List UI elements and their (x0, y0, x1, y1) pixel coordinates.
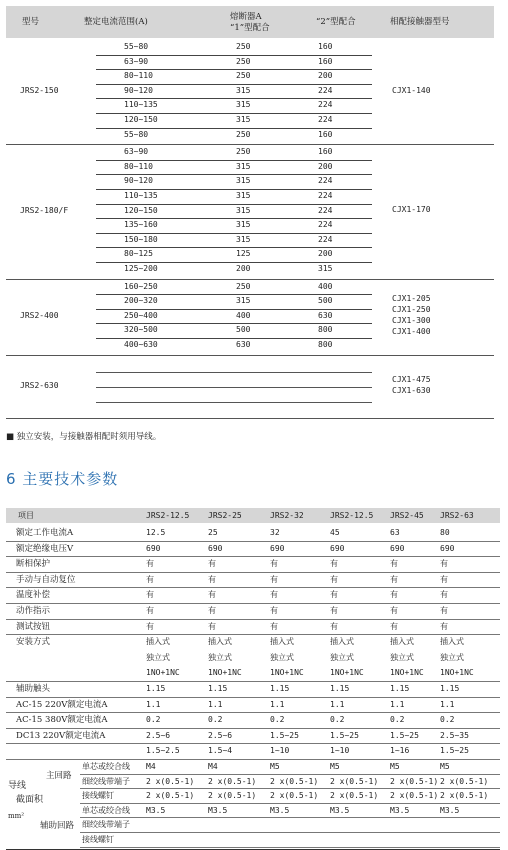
table2-cell: 断相保护 (16, 559, 51, 570)
table1-cell-range: 135~160 (124, 220, 158, 230)
table1-header-cell: 整定电流范围(A) (84, 17, 148, 27)
table2-wire-cell: M5 (270, 762, 280, 771)
table2-cell: 有 (146, 590, 154, 600)
table2-row-line (6, 728, 500, 729)
table2-cell: 有 (390, 606, 398, 615)
table1-cell-range: 90~120 (124, 85, 153, 95)
table2-cell: 额定工作电流A (16, 528, 74, 538)
table2-wire-cell: M5 (390, 762, 400, 771)
table1-cell-range: 160~250 (124, 281, 158, 291)
table1-cell-fuse1: 250 (236, 42, 251, 51)
table1-cell-fuse2: 400 (318, 281, 333, 291)
table1-cell-fuse1: 630 (236, 340, 251, 349)
table2-cell: 有 (208, 621, 216, 631)
table2-cell: 0.2 (330, 715, 345, 725)
table2-row-line (80, 832, 500, 833)
table1-cell-range: 110~135 (124, 191, 158, 200)
table2-cell: 1.1 (208, 699, 223, 709)
table1-cell-range: 250~400 (124, 310, 158, 320)
table2-wire-cell: M3.5 (390, 805, 410, 815)
table2-cell: 辅助触头 (16, 684, 51, 694)
table2-cell: 45 (330, 528, 340, 537)
table1-header-cell: 相配接触器型号 (390, 17, 450, 27)
table1-header-cell: 熔断器A (230, 12, 262, 22)
table1-cell-range: 90~120 (124, 176, 153, 186)
table1-cell-fuse2: 224 (318, 191, 333, 200)
table2-header-cell: JRS2-12.5 (330, 511, 374, 520)
table1-cell-fuse2: 224 (318, 176, 333, 186)
table2-cell: 有 (146, 574, 154, 584)
table2-cell: 插入式 (440, 637, 464, 647)
table1-cell-fuse1: 315 (236, 220, 251, 230)
table2-header-cell: JRS2-12.5 (146, 511, 190, 520)
table2-wire-cell: 2 x(0.5-1) (146, 776, 195, 786)
table1-cell-fuse1: 315 (236, 100, 251, 110)
table1-model: JRS2-180/F (20, 205, 69, 215)
table1-model: JRS2-630 (20, 380, 59, 390)
table2-row-line (6, 541, 500, 542)
table2-cell: 0.2 (208, 715, 223, 725)
table1-cell-fuse2: 224 (318, 205, 333, 215)
table2-cell: 12.5 (146, 528, 166, 537)
table1-row-line (96, 372, 372, 373)
table1-group-line (6, 279, 494, 280)
table2-cell: DC13 220V额定电流A (16, 730, 106, 741)
table2-cell: 独立式 (390, 652, 414, 662)
table1-cell-range: 80~110 (124, 161, 153, 171)
table1-row-line (96, 189, 372, 190)
table2-cell: 690 (440, 543, 455, 553)
table2-cell: 1.15 (440, 684, 460, 693)
table2-wire-cell: M5 (330, 762, 340, 771)
table1-cell-range: 125~200 (124, 264, 158, 273)
table2-cell: 有 (440, 559, 448, 569)
table2-cell: 插入式 (270, 637, 294, 647)
table1-contactor: CJX1-250 (392, 305, 431, 315)
table1-cell-fuse2: 224 (318, 220, 333, 230)
table1-cell-fuse2: 160 (318, 42, 333, 51)
table2-cell: 1.15 (330, 684, 350, 693)
table1-cell-fuse2: 315 (318, 264, 333, 273)
table2-cell: 1.15 (208, 684, 228, 693)
table2-cell: 1NO+1NC (146, 668, 180, 678)
table2-wire-cell: M3.5 (146, 805, 166, 815)
table2-wire-cell: 接线螺钉 (82, 835, 114, 844)
table1-model: JRS2-150 (20, 86, 59, 96)
table2-cell: 有 (330, 621, 338, 631)
table2-cell: 有 (208, 574, 216, 584)
table2-row-line (80, 788, 500, 789)
table1-cell-fuse2: 224 (318, 100, 333, 110)
table2-header-cell: JRS2-63 (440, 511, 474, 520)
table2-row-line (6, 572, 500, 573)
table1-contactor: CJX1-140 (392, 85, 431, 95)
table1-header-cell: “1”型配合 (230, 23, 270, 33)
table2-wire-cell: 细绞线带端子 (82, 776, 130, 786)
table1-cell-fuse1: 250 (236, 147, 251, 157)
table2-header-cell: 项目 (18, 511, 34, 520)
table2-wire-cell: M4 (208, 762, 218, 771)
table2-wire-cell: M3.5 (330, 805, 350, 815)
table2-cell: 有 (330, 574, 338, 584)
table2-cell: 0.2 (146, 715, 161, 725)
table1-cell-fuse1: 125 (236, 249, 251, 259)
table1-row-line (96, 402, 372, 403)
table1-row-line (96, 262, 372, 263)
table1-group-line (6, 355, 494, 356)
table1-header-cell: 型号 (22, 17, 40, 27)
table2-cell: 有 (390, 590, 398, 600)
table1-cell-fuse2: 160 (318, 147, 333, 157)
table1-row-line (96, 218, 372, 219)
table1-row-line (96, 323, 372, 324)
table2-cell: 690 (208, 543, 223, 553)
table1-cell-fuse2: 500 (318, 296, 333, 306)
table2-cell: 690 (270, 543, 285, 553)
table2-cell: 1.1 (146, 699, 161, 709)
table2-cell: 有 (330, 606, 338, 615)
wire-label: 导线 (8, 781, 27, 791)
table2-cell: 有 (270, 590, 278, 600)
table1-cell-fuse1: 315 (236, 234, 251, 244)
table2-cell: 独立式 (330, 652, 354, 662)
table1-cell-fuse1: 250 (236, 71, 251, 81)
table2-cell: 1~10 (330, 746, 350, 756)
table2-row-line (6, 681, 500, 682)
table2-cell: 1.5~25 (270, 730, 299, 740)
table1-cell-range: 200~320 (124, 296, 158, 306)
table1-cell-fuse1: 250 (236, 281, 251, 291)
table2-cell: 额定绝缘电压V (16, 543, 74, 554)
table1-contactor: CJX1-475 (392, 374, 431, 384)
table1-row-line (96, 247, 372, 248)
table2-cell: 有 (146, 559, 154, 569)
table1-row-line (96, 84, 372, 85)
table1-cell-fuse2: 200 (318, 71, 333, 81)
table2-cell: 1NO+1NC (390, 668, 424, 678)
table2-wire-cell: 2 x(0.5-1) (270, 791, 319, 801)
table2-wire-cell: 2 x(0.5-1) (330, 776, 379, 786)
table2-cell: 25 (208, 528, 218, 537)
table2-cell: 2.5~35 (440, 730, 469, 740)
table2-cell: 有 (208, 559, 216, 569)
table2-cell: 1.5~25 (440, 746, 469, 756)
table2-cell: 1.5~25 (330, 730, 359, 740)
table2-wire-cell: M4 (146, 762, 156, 771)
table1-cell-range: 120~150 (124, 205, 158, 215)
table2-wire-cell: 2 x(0.5-1) (208, 776, 257, 786)
table2-header-bg (6, 508, 500, 523)
table1-cell-fuse1: 315 (236, 85, 251, 95)
table1-cell-fuse2: 160 (318, 56, 333, 66)
table1-cell-range: 80~110 (124, 71, 153, 81)
table2-cell: 有 (146, 606, 154, 615)
table2-cell: 独立式 (270, 652, 294, 662)
table2-cell: 32 (270, 528, 280, 537)
table1-cell-range: 55~80 (124, 42, 149, 51)
table2-wire-cell: 单芯或绞合线 (82, 762, 130, 771)
table2-cell: 插入式 (146, 637, 170, 647)
table1-contactor: CJX1-205 (392, 294, 431, 304)
table2-wire-cell: 2 x(0.5-1) (390, 791, 439, 801)
table2-row-line (6, 697, 500, 698)
table1-header-cell: “2”型配合 (316, 17, 356, 27)
table2-cell: 有 (440, 574, 448, 584)
table1-contactor: CJX1-630 (392, 385, 431, 395)
table2-bottom-line (6, 849, 500, 850)
table2-wire-cell: 单芯或绞合线 (82, 805, 130, 815)
table2-wire-cell: 2 x(0.5-1) (440, 776, 489, 786)
table2-row-line (6, 634, 500, 635)
table2-cell: 动作指示 (16, 606, 51, 616)
table1-cell-fuse2: 200 (318, 249, 333, 259)
table1-cell-fuse1: 250 (236, 56, 251, 66)
table2-cell: 独立式 (440, 652, 464, 662)
table1-contactor: CJX1-170 (392, 205, 431, 215)
wire-label: mm² (8, 812, 25, 820)
note-text: ■ 独立安装，与接触器相配时须用导线。 (6, 432, 162, 442)
table2-wire-cell: 2 x(0.5-1) (390, 776, 439, 786)
table1-cell-fuse1: 200 (236, 264, 251, 273)
table1-row-line (96, 69, 372, 70)
table2-wire-cell: 接线螺钉 (82, 791, 114, 801)
table1-row-line (96, 204, 372, 205)
table2-cell: 0.2 (440, 715, 455, 725)
table2-cell: 有 (270, 574, 278, 584)
table1-cell-fuse1: 315 (236, 205, 251, 215)
table1-contactor: CJX1-300 (392, 316, 431, 326)
table1-cell-range: 150~180 (124, 234, 158, 244)
table2-cell: 安装方式 (16, 637, 51, 648)
table2-cell: 2.5~6 (146, 730, 171, 740)
table2-row-line (6, 759, 500, 760)
table2-cell: 有 (330, 590, 338, 600)
table2-wire-cell: 2 x(0.5-1) (270, 776, 319, 786)
table1-cell-fuse2: 630 (318, 310, 333, 320)
table1-group-line (6, 418, 494, 419)
table1-cell-range: 55~80 (124, 129, 149, 139)
table2-row-line (6, 556, 500, 557)
table1-cell-fuse1: 315 (236, 176, 251, 186)
table1-cell-fuse1: 315 (236, 296, 251, 306)
table2-row-line (6, 587, 500, 588)
table2-cell: 1.5~2.5 (146, 746, 180, 756)
table2-cell: 手动与自动复位 (16, 574, 76, 585)
table2-wire-cell: 2 x(0.5-1) (208, 791, 257, 801)
table1-cell-range: 400~630 (124, 340, 158, 349)
table1-contactor: CJX1-400 (392, 327, 431, 337)
table2-cell: 1NO+1NC (270, 668, 304, 678)
table1-cell-fuse2: 224 (318, 115, 333, 124)
table2-row-line (80, 774, 500, 775)
table2-header-cell: JRS2-32 (270, 511, 304, 520)
table1-row-line (96, 55, 372, 56)
table2-cell: 有 (440, 606, 448, 615)
table2-cell: 0.2 (390, 715, 405, 725)
table2-cell: 有 (270, 559, 278, 569)
table2-wire-cell: M5 (440, 762, 450, 771)
table2-cell: AC-15 380V额定电流A (16, 715, 108, 726)
table2-row-line (80, 847, 500, 848)
table2-cell: 1.15 (146, 684, 166, 693)
table1-cell-fuse1: 250 (236, 129, 251, 139)
table1-cell-fuse1: 315 (236, 161, 251, 171)
table2-cell: 温度补偿 (16, 590, 51, 601)
table1-row-line (96, 98, 372, 99)
table2-cell: 独立式 (146, 652, 170, 662)
table2-cell: 1.15 (390, 684, 410, 693)
table2-header-cell: JRS2-45 (390, 511, 424, 520)
table1-cell-range: 63~90 (124, 147, 149, 157)
table1-row-line (96, 128, 372, 129)
table2-cell: 1~10 (270, 746, 290, 756)
table2-cell: 有 (146, 621, 154, 631)
table2-row-line (6, 712, 500, 713)
table1-cell-fuse1: 315 (236, 191, 251, 200)
table2-wire-cell: M3.5 (270, 805, 290, 815)
table2-cell: 1.1 (440, 699, 455, 709)
table2-cell: 有 (330, 559, 338, 569)
main-circuit-label: 主回路 (46, 771, 72, 781)
table2-cell: 1.1 (330, 699, 345, 709)
wire-label: 截面积 (16, 795, 44, 805)
table1-row-line (96, 174, 372, 175)
table1-cell-fuse2: 160 (318, 129, 333, 139)
table2-cell: 有 (390, 621, 398, 631)
table2-cell: 插入式 (390, 637, 414, 647)
table2-cell: 有 (390, 559, 398, 569)
table1-cell-fuse2: 200 (318, 161, 333, 171)
table2-wire-cell: 2 x(0.5-1) (330, 791, 379, 801)
table2-cell: AC-15 220V额定电流A (16, 699, 108, 710)
table2-cell: 有 (270, 621, 278, 631)
table2-cell: 独立式 (208, 652, 232, 662)
table1-cell-fuse2: 800 (318, 325, 333, 335)
table2-row-line (80, 817, 500, 818)
table2-cell: 690 (330, 543, 345, 553)
table2-cell: 63 (390, 528, 400, 537)
table1-row-line (96, 113, 372, 114)
table2-wire-cell: 2 x(0.5-1) (440, 791, 489, 801)
section-title: 6 主要技术参数 (6, 470, 119, 488)
table2-row-line (80, 803, 500, 804)
table2-cell: 1NO+1NC (330, 668, 364, 678)
table2-cell: 有 (440, 621, 448, 631)
table2-cell: 插入式 (330, 637, 354, 647)
table1-cell-range: 63~90 (124, 56, 149, 66)
table2-cell: 1.1 (270, 699, 285, 709)
table1-row-line (96, 233, 372, 234)
table2-cell: 690 (390, 543, 405, 553)
table2-cell: 1.5~25 (390, 730, 419, 740)
table2-cell: 测试按钮 (16, 621, 51, 632)
table1-cell-fuse1: 500 (236, 325, 251, 335)
table2-cell: 1NO+1NC (208, 668, 242, 678)
table2-row-line (6, 743, 500, 744)
table1-cell-range: 320~500 (124, 325, 158, 335)
table2-cell: 2.5~6 (208, 730, 233, 740)
table2-cell: 1.15 (270, 684, 290, 693)
table2-wire-cell: M3.5 (208, 805, 228, 815)
table2-cell: 80 (440, 528, 450, 537)
table1-cell-range: 120~150 (124, 115, 158, 124)
table2-row-line (6, 619, 500, 620)
table2-wire-cell: 细绞线带端子 (82, 820, 130, 830)
table2-cell: 1.5~4 (208, 746, 233, 756)
table2-cell: 1.1 (390, 699, 405, 709)
table2-row-line (6, 603, 500, 604)
table2-cell: 有 (440, 590, 448, 600)
table1-row-line (96, 160, 372, 161)
table1-model: JRS2-400 (20, 311, 59, 321)
table2-cell: 有 (208, 590, 216, 600)
table2-cell: 插入式 (208, 637, 232, 647)
table1-group-line (6, 144, 494, 145)
table2-wire-cell: 2 x(0.5-1) (146, 791, 195, 801)
table1-cell-fuse2: 800 (318, 340, 333, 349)
aux-circuit-label: 辅助回路 (40, 821, 75, 831)
table1-cell-range: 110~135 (124, 100, 158, 110)
table2-header-cell: JRS2-25 (208, 511, 242, 520)
table1-row-line (96, 338, 372, 339)
table2-cell: 1NO+1NC (440, 668, 474, 678)
table2-cell: 有 (208, 606, 216, 615)
table2-cell: 0.2 (270, 715, 285, 725)
table1-cell-fuse2: 224 (318, 234, 333, 244)
table1-cell-range: 80~125 (124, 249, 153, 259)
table2-cell: 有 (270, 606, 278, 615)
table1-row-line (96, 294, 372, 295)
table2-cell: 690 (146, 543, 161, 553)
table2-cell: 1~16 (390, 746, 410, 756)
table2-wire-cell: M3.5 (440, 805, 460, 815)
table1-cell-fuse2: 224 (318, 85, 333, 95)
table2-cell: 有 (390, 574, 398, 584)
table1-cell-fuse1: 400 (236, 310, 251, 320)
table1-cell-fuse1: 315 (236, 115, 251, 124)
table1-row-line (96, 387, 372, 388)
table1-row-line (96, 309, 372, 310)
